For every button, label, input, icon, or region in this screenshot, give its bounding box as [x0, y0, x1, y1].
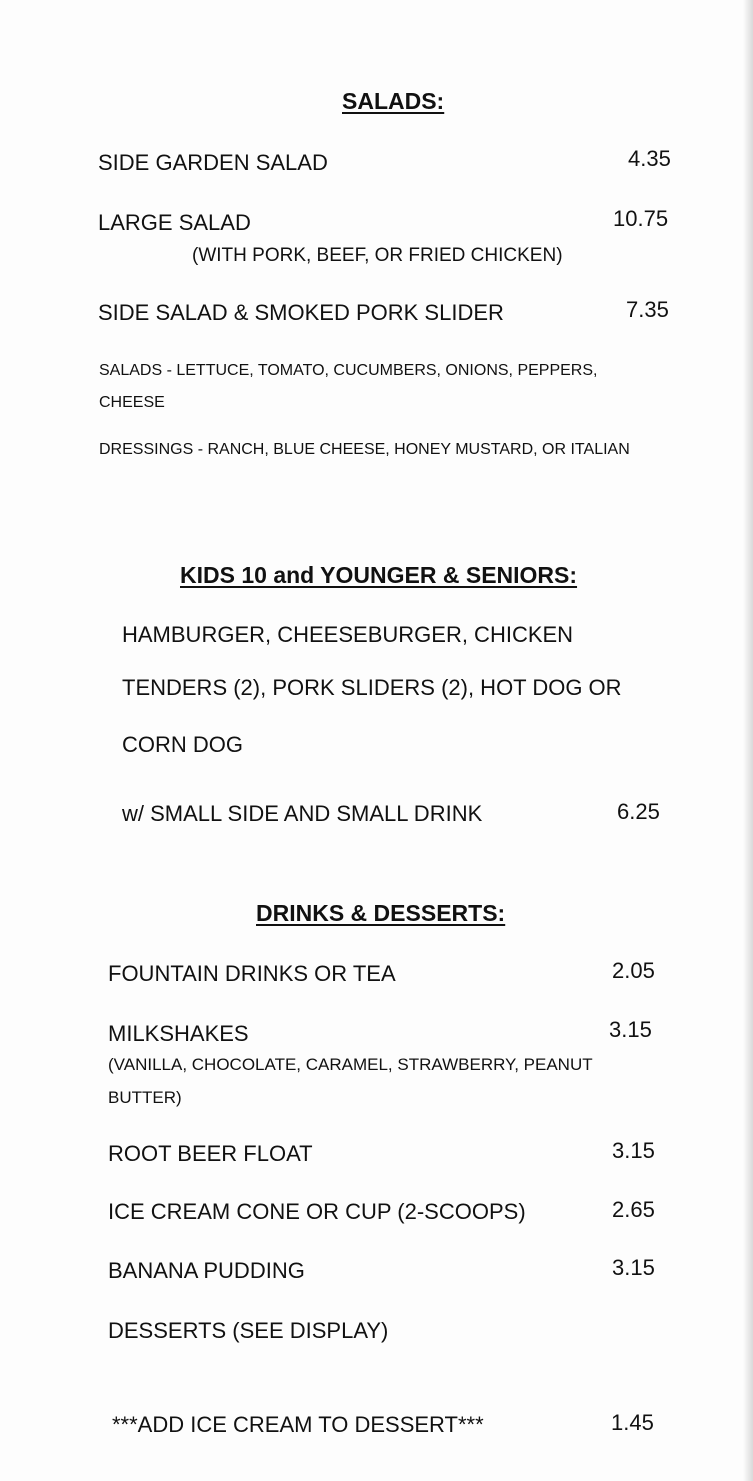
kids-heading: KIDS 10 and YOUNGER & SENIORS:: [180, 562, 578, 588]
menu-item-price: 3.15: [612, 1138, 655, 1163]
salads-heading: SALADS:: [342, 88, 445, 114]
menu-item-note: (WITH PORK, BEEF, OR FRIED CHICKEN): [192, 245, 563, 266]
kids-items-line: HAMBURGER, CHEESEBURGER, CHICKEN: [122, 622, 574, 647]
salads-ingredients-line: SALADS - LETTUCE, TOMATO, CUCUMBERS, ONIONS, PEPPERS,: [99, 362, 598, 379]
menu-item-name: SIDE SALAD & SMOKED PORK SLIDER: [98, 300, 504, 325]
kids-items-line: TENDERS (2), PORK SLIDERS (2), HOT DOG OR: [122, 675, 622, 700]
menu-item-name: ROOT BEER FLOAT: [108, 1141, 313, 1166]
paper-edge-shadow: [743, 0, 753, 1481]
menu-item-note: BUTTER): [108, 1088, 182, 1107]
menu-item-name: SIDE GARDEN SALAD: [98, 150, 328, 175]
menu-item-price: 1.45: [611, 1410, 654, 1435]
menu-item-name: ICE CREAM CONE OR CUP (2-SCOOPS): [108, 1199, 526, 1224]
drinks-heading: DRINKS & DESSERTS:: [256, 900, 506, 926]
menu-item-name: ***ADD ICE CREAM TO DESSERT***: [112, 1412, 484, 1437]
menu-item-name: LARGE SALAD: [98, 210, 251, 235]
menu-item-price: 2.65: [612, 1197, 655, 1222]
kids-combo: w/ SMALL SIDE AND SMALL DRINK: [122, 801, 483, 826]
menu-item-name: FOUNTAIN DRINKS OR TEA: [108, 961, 396, 986]
kids-items-line: CORN DOG: [122, 732, 243, 757]
menu-item-price: 7.35: [626, 297, 669, 322]
salads-ingredients-line: CHEESE: [99, 394, 165, 411]
menu-item-note: (VANILLA, CHOCOLATE, CARAMEL, STRAWBERRY, PEANUT: [108, 1055, 593, 1074]
dressings-line: DRESSINGS - RANCH, BLUE CHEESE, HONEY MUSTARD, OR ITALIAN: [99, 441, 630, 458]
menu-item-price: 3.15: [609, 1017, 652, 1042]
menu-item-price: 3.15: [612, 1255, 655, 1280]
menu-item-name: BANANA PUDDING: [108, 1258, 305, 1283]
menu-item-price: 2.05: [612, 958, 655, 983]
menu-item-price: 10.75: [613, 206, 669, 231]
kids-combo-price: 6.25: [617, 799, 660, 824]
menu-item-name: DESSERTS (SEE DISPLAY): [108, 1318, 389, 1343]
menu-item-name: MILKSHAKES: [108, 1021, 249, 1046]
menu-item-price: 4.35: [628, 146, 671, 171]
